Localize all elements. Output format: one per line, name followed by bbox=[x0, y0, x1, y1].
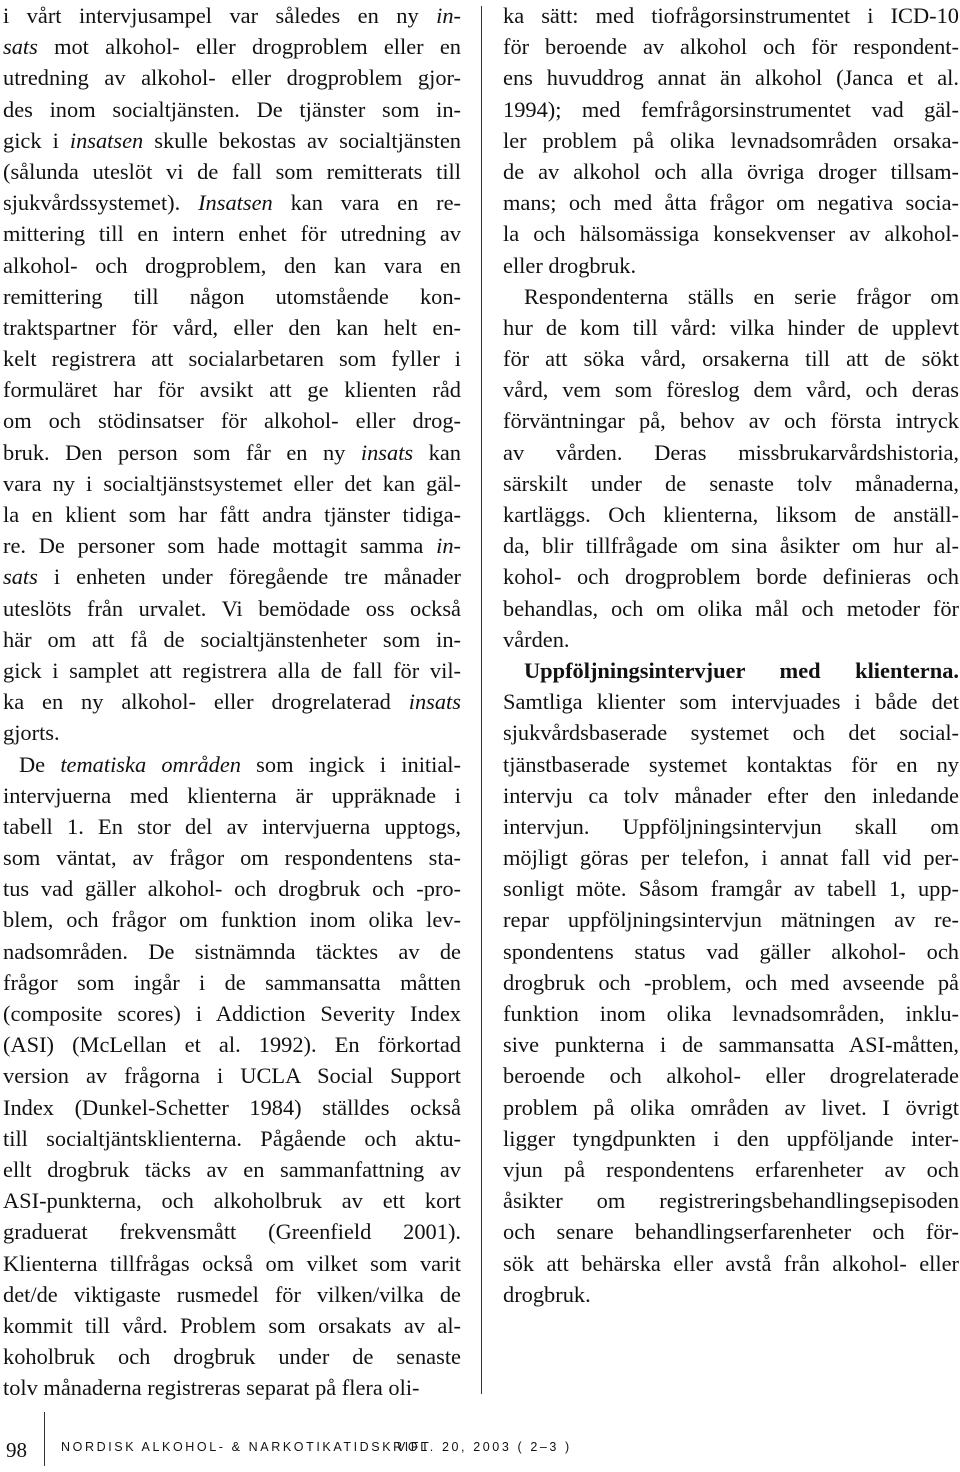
text-run: i vårt intervjusampel var således en ny bbox=[3, 3, 437, 28]
text-run: möjligt göras per telefon, i annat fall vid per- bbox=[503, 845, 959, 871]
text-line bbox=[3, 936, 461, 967]
text-line bbox=[503, 1279, 959, 1310]
text-line bbox=[503, 530, 959, 561]
text-line bbox=[503, 561, 959, 592]
text-run: traktspartner för vård, eller den kan helt en- bbox=[3, 314, 461, 340]
text-run: utredning av alkohol- eller drogproblem gjor- bbox=[3, 65, 461, 91]
text-line bbox=[3, 655, 461, 686]
text-run: tabell 1. En stor del av intervjuerna upptogs, bbox=[3, 813, 461, 839]
text-run: för att söka vård, orsakerna till att de sökt bbox=[503, 346, 959, 372]
text-run: drogbruk och -problem, och med avseende på bbox=[503, 969, 959, 995]
text-line bbox=[3, 749, 461, 780]
text-run: tolv månaderna registreras separat på flera oli- bbox=[3, 1375, 420, 1401]
text-run: des inom socialtjänsten. De tjänster som in- bbox=[3, 96, 461, 122]
text-line bbox=[503, 904, 959, 935]
text-run: bruk. Den person som får en ny bbox=[3, 439, 361, 465]
text-line bbox=[3, 1123, 461, 1154]
text-line bbox=[3, 593, 461, 624]
text-run: mittering till en intern enhet för utredning av bbox=[3, 221, 461, 247]
text-line bbox=[3, 873, 461, 904]
text-line bbox=[3, 717, 461, 748]
text-line bbox=[3, 780, 461, 811]
text-run: det/de viktigaste rusmedel för vilken/vilka de bbox=[3, 1281, 461, 1307]
text-run: kan vara en re- bbox=[272, 190, 461, 216]
text-run: sjukvårdssystemet). bbox=[3, 190, 199, 216]
text-run: ens huvuddrog annat än alkohol (Janca et al. bbox=[503, 65, 959, 91]
text-run: ASI-punkterna, och alkoholbruk av ett kort bbox=[3, 1188, 461, 1214]
text-line bbox=[3, 218, 461, 249]
text-line bbox=[3, 312, 461, 343]
text-run: behandlas, och om olika mål och metoder för bbox=[503, 595, 959, 621]
text-line bbox=[3, 561, 461, 592]
text-run: Respondenterna ställs en serie frågor om bbox=[524, 283, 959, 309]
text-line bbox=[3, 437, 461, 468]
text-line bbox=[503, 593, 959, 624]
journal-title: NORDISK ALKOHOL- & NARKOTIKATIDSKRIFT bbox=[61, 1440, 432, 1454]
text-run: (composite scores) i Addiction Severity Index bbox=[3, 1001, 461, 1026]
text-line bbox=[3, 156, 461, 187]
text-run: re. De personer som hade mottagit samma bbox=[3, 533, 437, 559]
text-run: åsikter om registreringsbehandlingsepisoden bbox=[503, 1188, 959, 1214]
text-run: mot alkohol- eller drogproblem eller en bbox=[37, 34, 461, 60]
text-run: koholbruk och drogbruk under de senaste bbox=[3, 1344, 461, 1370]
text-line bbox=[503, 156, 959, 187]
text-line bbox=[503, 31, 959, 62]
text-line bbox=[503, 842, 959, 873]
text-line bbox=[503, 1029, 959, 1060]
text-run: Samtliga klienter som intervjuades i både det bbox=[503, 689, 959, 715]
text-run: Uppföljningsintervjuer med klienterna. bbox=[524, 657, 959, 683]
text-line bbox=[3, 405, 461, 436]
text-run: vjun på respondentens erfarenheter av och bbox=[503, 1156, 959, 1182]
text-run: in- bbox=[436, 3, 461, 28]
text-line bbox=[503, 998, 959, 1029]
text-line bbox=[503, 811, 959, 842]
text-run: sive punkterna i de sammansatta ASI-måtten, bbox=[503, 1032, 959, 1058]
text-line bbox=[3, 1029, 461, 1060]
text-run: (ASI) (McLellan et al. 1992). En förkortad bbox=[3, 1032, 461, 1058]
text-run: da, blir tillfrågade om sina åsikter om hur al- bbox=[503, 533, 959, 559]
text-run: kommit till vård. Problem som orsakats av al- bbox=[3, 1312, 461, 1338]
text-run: sök att behärska eller avstå från alkohol- eller bbox=[503, 1250, 959, 1276]
text-line bbox=[503, 936, 959, 967]
text-run: eller drogbruk. bbox=[503, 252, 637, 278]
text-run: nadsområden. De sistnämnda täcktes av de bbox=[3, 938, 461, 964]
journal-volume: VOL. 20, 2003 ( 2–3 ) bbox=[397, 1440, 572, 1454]
text-line bbox=[503, 749, 959, 780]
text-run: alkohol- och drogproblem, den kan vara en bbox=[3, 252, 461, 278]
text-run: version av frågorna i UCLA Social Support bbox=[3, 1063, 461, 1089]
text-line bbox=[3, 343, 461, 374]
text-run: sats bbox=[3, 564, 38, 590]
text-line bbox=[3, 1154, 461, 1185]
text-line bbox=[503, 1092, 959, 1123]
text-run: Klienterna tillfrågas också om vilket som varit bbox=[3, 1250, 461, 1276]
text-line bbox=[3, 62, 461, 93]
text-line bbox=[503, 499, 959, 530]
page-number: 98 bbox=[6, 1438, 27, 1462]
text-run: gick i bbox=[3, 127, 70, 153]
text-run: ellt drogbruk täcks av en sammanfattning av bbox=[3, 1156, 461, 1182]
text-line bbox=[503, 1216, 959, 1247]
text-run: la och hälsomässiga konsekvenser av alkohol- bbox=[503, 221, 959, 247]
text-run: ligger tyngdpunkten i den uppföljande inter- bbox=[503, 1125, 959, 1151]
text-line bbox=[503, 218, 959, 249]
text-line bbox=[3, 904, 461, 935]
text-line bbox=[503, 780, 959, 811]
text-run: kan bbox=[413, 439, 461, 465]
text-run: blem, och frågor om funktion inom olika lev- bbox=[3, 907, 461, 933]
text-run: kohol- och drogproblem borde definieras och bbox=[503, 564, 959, 590]
text-run: kelt registrera att socialarbetaren som fyller i bbox=[3, 346, 461, 372]
text-run: tus vad gäller alkohol- och drogbruk och -pro- bbox=[3, 876, 461, 902]
text-run: De bbox=[19, 751, 61, 777]
text-run: funktion inom olika levnadsområden, inklu- bbox=[503, 1001, 959, 1026]
text-line bbox=[503, 717, 959, 748]
text-line bbox=[3, 374, 461, 405]
text-line bbox=[3, 1279, 461, 1310]
text-line bbox=[3, 468, 461, 499]
text-run: ka sätt: med tiofrågorsinstrumentet i ICD-10 bbox=[503, 3, 959, 28]
text-line bbox=[3, 1372, 461, 1403]
text-run: Insatsen bbox=[198, 190, 273, 216]
text-run: särskilt under de senaste tolv månaderna, bbox=[503, 470, 959, 496]
text-line bbox=[3, 0, 461, 31]
text-line bbox=[3, 998, 461, 1029]
text-line bbox=[503, 94, 959, 125]
text-line bbox=[3, 281, 461, 312]
text-line bbox=[503, 0, 959, 31]
text-run: gick i samplet att registrera alla de fall för vil- bbox=[3, 657, 461, 683]
text-run: insats bbox=[360, 439, 414, 465]
text-line bbox=[503, 1154, 959, 1185]
text-run: sats bbox=[3, 34, 38, 60]
text-run: formuläret har för avsikt att ge klienten råd bbox=[3, 377, 461, 403]
text-line bbox=[503, 312, 959, 343]
text-run: av vården. Deras missbrukarvårdshistoria, bbox=[503, 439, 959, 465]
text-line bbox=[3, 1060, 461, 1091]
text-line bbox=[503, 125, 959, 156]
text-run: spondentens status vad gäller alkohol- och bbox=[503, 938, 959, 964]
text-run: i enheten under föregående tre månader bbox=[37, 564, 461, 590]
text-run: intervju ca tolv månader efter den inledande bbox=[503, 782, 959, 808]
text-line bbox=[503, 1185, 959, 1216]
text-run: in- bbox=[436, 533, 461, 559]
text-run: 1994); med femfrågorsinstrumentet vad gäl- bbox=[503, 96, 959, 122]
text-run: som ingick i initial- bbox=[240, 751, 461, 777]
text-run: drogbruk. bbox=[503, 1281, 591, 1307]
text-run: mans; och med åtta frågor om negativa socia- bbox=[503, 190, 959, 216]
text-line bbox=[503, 187, 959, 218]
text-line bbox=[3, 1310, 461, 1341]
text-run: för beroende av alkohol och för respondent- bbox=[503, 34, 959, 60]
text-column-right bbox=[503, 0, 959, 1310]
text-run: sjukvårdsbaserade systemet och det social- bbox=[503, 720, 959, 746]
text-line bbox=[3, 1341, 461, 1372]
text-line bbox=[3, 530, 461, 561]
text-run: tjänstbaserade systemet kontaktas för en ny bbox=[503, 751, 959, 777]
text-run: kartläggs. Och klienterna, liksom de anställ- bbox=[503, 502, 959, 527]
text-line bbox=[503, 405, 959, 436]
text-line bbox=[3, 31, 461, 62]
text-line bbox=[3, 811, 461, 842]
text-line bbox=[503, 62, 959, 93]
text-line bbox=[503, 686, 959, 717]
text-line bbox=[3, 624, 461, 655]
text-run: som väntat, av frågor om respondentens sta- bbox=[3, 845, 461, 871]
text-line bbox=[503, 655, 959, 686]
text-run: vara ny i socialtjänstsystemet eller det kan gäl- bbox=[3, 470, 461, 496]
text-run: insatsen bbox=[69, 127, 144, 153]
text-line bbox=[3, 842, 461, 873]
text-run: de av alkohol och alla övriga droger tillsam- bbox=[503, 158, 959, 184]
text-line bbox=[503, 250, 959, 281]
text-run: skulle bekostas av socialtjänsten bbox=[143, 127, 461, 153]
text-line bbox=[503, 281, 959, 312]
text-run: la en klient som har fått andra tjänster tidiga- bbox=[3, 502, 461, 527]
text-line bbox=[503, 624, 959, 655]
text-line bbox=[3, 686, 461, 717]
text-line bbox=[503, 967, 959, 998]
text-run: förväntningar på, behov av och första intryck bbox=[503, 408, 959, 434]
text-line bbox=[3, 1185, 461, 1216]
text-run: om och stödinsatser för alkohol- eller drog- bbox=[3, 408, 461, 434]
text-line bbox=[3, 1248, 461, 1279]
text-run: repar uppföljningsintervjun mätningen av re- bbox=[503, 907, 959, 933]
text-run: här om att få de socialtjänstenheter som in- bbox=[3, 626, 461, 652]
text-line bbox=[503, 1060, 959, 1091]
text-line bbox=[503, 343, 959, 374]
text-run: ler problem på olika levnadsområden orsaka- bbox=[503, 127, 959, 153]
text-line bbox=[3, 187, 461, 218]
text-column-left bbox=[3, 0, 461, 1403]
text-line bbox=[3, 1216, 461, 1247]
text-line bbox=[3, 250, 461, 281]
text-run: gjorts. bbox=[3, 720, 60, 746]
text-run: problem på olika områden av livet. I övrigt bbox=[503, 1094, 959, 1120]
text-run: frågor som ingår i de sammansatta måtten bbox=[3, 969, 461, 995]
text-run: remittering till någon utomstående kon- bbox=[3, 283, 461, 309]
text-run: beroende och alkohol- eller drogrelaterade bbox=[503, 1063, 959, 1089]
text-run: och senare behandlingserfarenheter och för- bbox=[503, 1219, 959, 1245]
text-run: ka en ny alkohol- eller drogrelaterad bbox=[3, 689, 409, 715]
text-run: till socialtjäntsklienterna. Pågående och aktu- bbox=[3, 1125, 461, 1151]
text-line bbox=[3, 499, 461, 530]
text-line bbox=[503, 468, 959, 499]
text-line bbox=[503, 1123, 959, 1154]
text-line bbox=[503, 1248, 959, 1279]
text-run: tematiska områden bbox=[60, 751, 241, 777]
text-run: sonligt möte. Såsom framgår av tabell 1, upp- bbox=[503, 876, 959, 902]
text-line bbox=[3, 967, 461, 998]
footer-rule bbox=[44, 1412, 45, 1466]
text-run: hur de kom till vård: vilka hinder de upplevt bbox=[503, 314, 959, 340]
text-line bbox=[3, 125, 461, 156]
text-line bbox=[503, 374, 959, 405]
text-run: uteslöts från urvalet. Vi bemödade oss också bbox=[3, 595, 461, 621]
text-line bbox=[3, 94, 461, 125]
text-line bbox=[503, 873, 959, 904]
text-line bbox=[503, 437, 959, 468]
text-run: vård, vem som föreslog dem vård, och deras bbox=[503, 377, 959, 403]
text-run: Index (Dunkel-Schetter 1984) ställdes också bbox=[3, 1094, 461, 1120]
text-line bbox=[3, 1092, 461, 1123]
text-run: intervjun. Uppföljningsintervjun skall om bbox=[503, 813, 959, 839]
text-run: graduerat frekvensmått (Greenfield 2001). bbox=[3, 1219, 461, 1245]
text-run: insats bbox=[408, 689, 461, 715]
text-run: (sålunda uteslöt vi de fall som remitterats till bbox=[3, 158, 461, 184]
text-run: intervjuerna med klienterna är uppräknade i bbox=[3, 782, 461, 808]
column-rule bbox=[481, 6, 482, 1394]
text-run: vården. bbox=[503, 626, 570, 652]
